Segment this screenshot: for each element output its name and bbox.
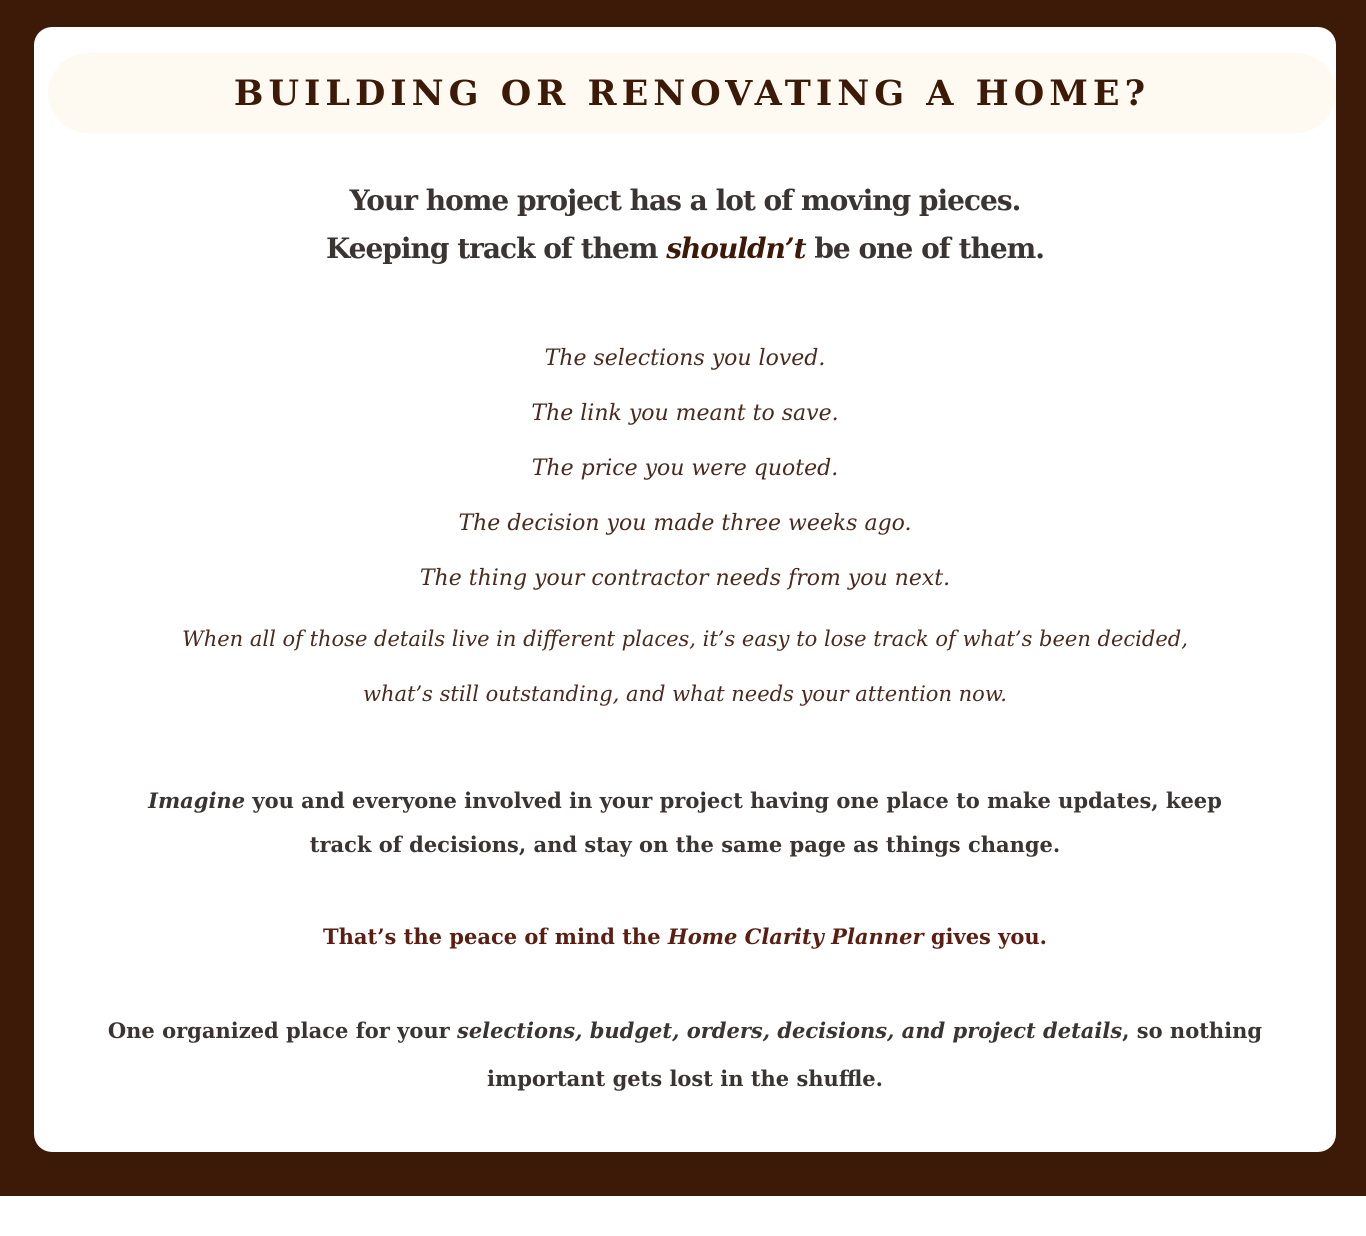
- peace-of-mind-line: [34, 915, 1336, 959]
- headline-banner: [48, 53, 1336, 133]
- list-item: The decision you made three weeks ago.: [458, 511, 912, 536]
- imagine-rest: you and everyone involved in your project having one place to make updates, keep track of decisions, and stay on the same page as things change.: [245, 788, 1222, 857]
- intro-emphasis: shouldn’t: [666, 232, 806, 265]
- list-item: The price you were quoted.: [531, 456, 839, 481]
- list-item: The selections you loved.: [544, 346, 826, 371]
- content-card: [34, 27, 1336, 1152]
- organized-post: , so nothing important gets lost in the shuffle.: [487, 1018, 1263, 1091]
- intro-line-1: Your home project has a lot of moving pieces.: [349, 184, 1021, 217]
- details-paragraph: When all of those details live in different places, it’s easy to lose track of what’s been decided, what’s still outstanding, and what needs your attention now.: [182, 627, 1188, 706]
- intro-line-2-pre: Keeping track of them: [325, 232, 667, 265]
- details-list: [34, 337, 1336, 722]
- imagine-paragraph: [134, 779, 1236, 867]
- page-title: BUILDING OR RENOVATING A HOME?: [233, 72, 1151, 114]
- organized-emphasis: selections, budget, orders, decisions, and project details: [457, 1018, 1123, 1043]
- list-item: The link you meant to save.: [531, 401, 839, 426]
- organized-pre: One organized place for your: [107, 1018, 457, 1043]
- intro-line-2: [34, 225, 1336, 273]
- peace-pre: That’s the peace of mind the: [323, 924, 668, 949]
- organized-paragraph: [104, 1007, 1266, 1103]
- list-item: The thing your contractor needs from you next.: [419, 566, 951, 591]
- imagine-lead: Imagine: [148, 788, 246, 813]
- intro-line-2-post: be one of them.: [805, 232, 1045, 265]
- intro-text: [34, 177, 1336, 273]
- peace-post: gives you.: [923, 924, 1047, 949]
- product-name: Home Clarity Planner: [667, 924, 924, 949]
